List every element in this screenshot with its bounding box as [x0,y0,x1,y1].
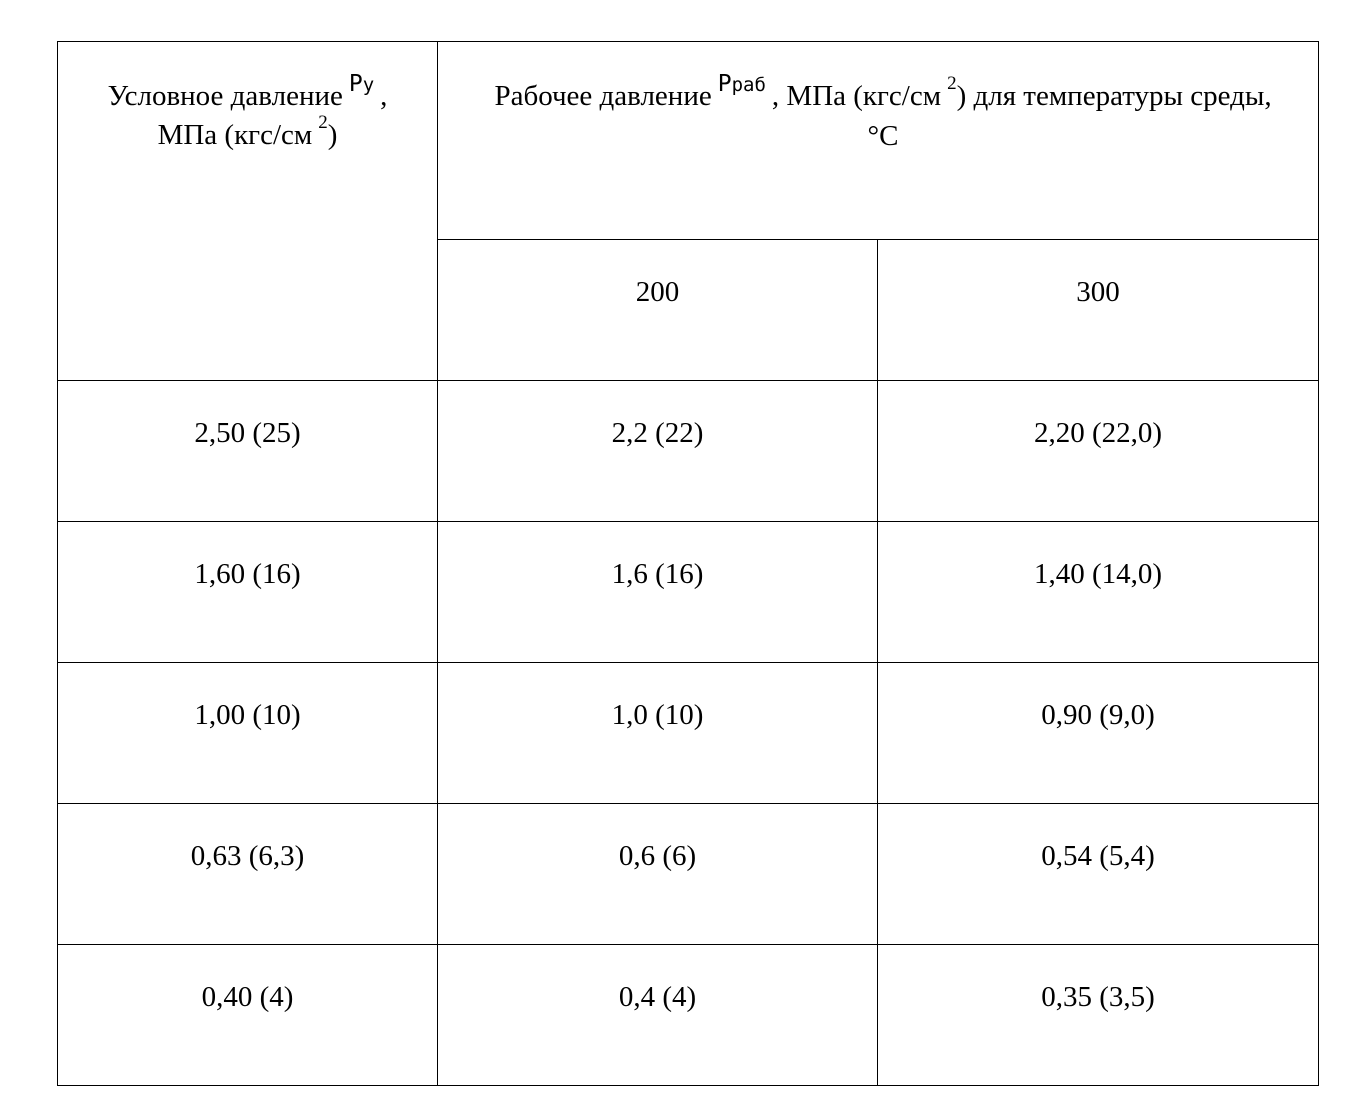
table-row [58,804,1319,945]
working-pressure-symbol: Pраб [717,71,766,97]
table-row [58,522,1319,663]
working-pressure-unit: , МПа (кгс/см [771,80,942,112]
table-row [58,945,1319,1086]
working-pressure-200-cell: 2,2 (22) [438,381,878,522]
working-pressure-300-cell: 1,40 (14,0) [878,522,1319,663]
nominal-pressure-cell: 1,00 (10) [58,663,438,804]
unit-exponent: 2 [318,112,328,133]
working-pressure-label: Рабочее давление [494,80,712,112]
pressure-table [57,41,1319,1086]
nominal-pressure-header: Условное давление $^{Pу}$ , МПа (кгс/см $^2$) [58,42,438,381]
working-pressure-header: Рабочее давление $^{Pраб}$ , МПа (кгс/см $^2$) для температуры среды, °С [438,42,1319,240]
working-pressure-200-cell: 0,4 (4) [438,945,878,1086]
nominal-pressure-cell: 1,60 (16) [58,522,438,663]
nominal-pressure-unit: МПа (кгс/см [157,119,313,151]
working-pressure-300-cell: 0,90 (9,0) [878,663,1319,804]
nominal-pressure-symbol: Pу [348,71,375,97]
table-row [58,381,1319,522]
working-pressure-300-cell: 0,35 (3,5) [878,945,1319,1086]
table-row [58,663,1319,804]
unit-exponent: 2 [947,73,957,94]
working-pressure-200-cell: 1,6 (16) [438,522,878,663]
working-pressure-300-cell: 0,54 (5,4) [878,804,1319,945]
header-row [58,42,1319,240]
temperature-300-header: 300 [878,240,1319,381]
working-pressure-200-cell: 1,0 (10) [438,663,878,804]
nominal-pressure-cell: 0,40 (4) [58,945,438,1086]
working-pressure-300-cell: 2,20 (22,0) [878,381,1319,522]
temperature-200-header: 200 [438,240,878,381]
nominal-pressure-cell: 0,63 (6,3) [58,804,438,945]
nominal-pressure-cell: 2,50 (25) [58,381,438,522]
working-pressure-200-cell: 0,6 (6) [438,804,878,945]
nominal-pressure-label: Условное давление [107,80,343,112]
